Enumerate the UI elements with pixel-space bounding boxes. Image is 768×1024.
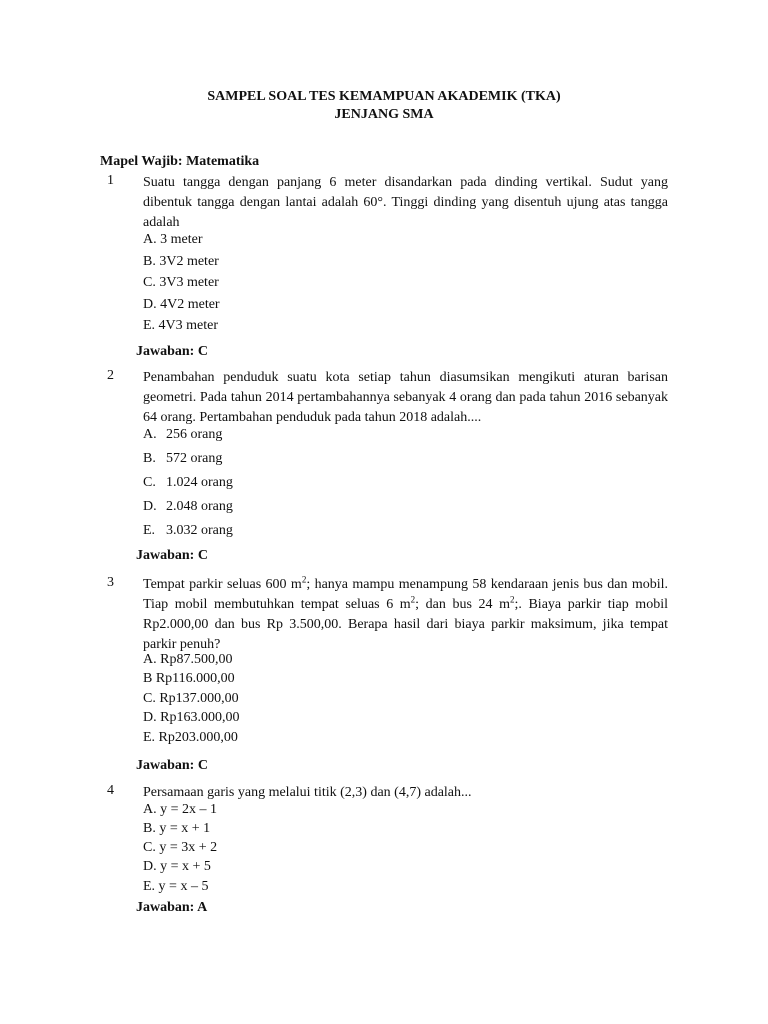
question-4-text: Persamaan garis yang melalui titik (2,3) dan (4,7) adalah... <box>143 785 472 800</box>
question-3-text <box>143 575 668 655</box>
option-letter: C. <box>143 475 156 490</box>
text-part: ; hanya mampu menampung 58 kendaraan jenis bus dan mobil. Tiap mobil membutuhkan tempat seluas 6 m <box>143 577 668 612</box>
question-4-number: 4 <box>107 783 114 798</box>
superscript: 2 <box>410 594 416 605</box>
question-1-option-e: E. 4V3 meter <box>143 318 219 333</box>
question-4-option-e: E. y = x – 5 <box>143 879 209 894</box>
question-1-option-c: C. 3V3 meter <box>143 275 219 290</box>
option-text: 572 orang <box>166 451 223 466</box>
question-1-option-b: B. 3V2 meter <box>143 254 219 269</box>
question-3-answer <box>136 758 208 774</box>
option-letter: E. <box>143 523 156 538</box>
question-1-option-a: A. 3 meter <box>143 232 203 247</box>
answer-value: A <box>197 900 208 915</box>
answer-label: Jawaban: <box>136 344 195 359</box>
question-2-answer <box>136 548 208 564</box>
answer-value: C <box>197 344 208 359</box>
option-text: 2.048 orang <box>166 499 233 514</box>
question-2-option-c <box>143 475 233 491</box>
question-4-option-c: C. y = 3x + 2 <box>143 840 218 855</box>
question-3-option-d: D. Rp163.000,00 <box>143 710 240 725</box>
question-3-option-c: C. Rp137.000,00 <box>143 691 239 706</box>
option-text: 1.024 orang <box>166 475 233 490</box>
option-letter: A. <box>143 427 157 442</box>
question-4-option-a: A. y = 2x – 1 <box>143 802 218 817</box>
question-2-option-b <box>143 451 222 467</box>
question-3-option-b: B Rp116.000,00 <box>143 671 235 686</box>
answer-value: C <box>197 758 208 773</box>
question-2-option-a <box>143 427 222 443</box>
document-subtitle: JENJANG SMA <box>334 107 434 122</box>
answer-value: C <box>197 548 208 563</box>
question-2-text: Penambahan penduduk suatu kota setiap tahun diasumsikan mengikuti aturan barisan geometri. Pada tahun 2014 pertambahannya sebanyak 4 orang dan pada tahun 2016 sebanyak 64 orang. Pertambahan penduduk pada tahun 2018 adalah.... <box>143 370 668 425</box>
question-2-option-e <box>143 523 233 539</box>
question-1-number: 1 <box>107 173 114 188</box>
text-part: ;. Biaya parkir tiap mobil Rp2.000,00 dan bus Rp 3.500,00. Berapa hasil dari biaya parkir maksimum, jika tempat parkir penuh? <box>143 597 668 652</box>
question-2-number: 2 <box>107 368 114 383</box>
text-part: Tempat parkir seluas 600 m <box>143 577 302 592</box>
question-3-option-e: E. Rp203.000,00 <box>143 730 238 745</box>
text-part: ; dan bus 24 m <box>415 597 510 612</box>
question-1-option-d: D. 4V2 meter <box>143 297 220 312</box>
option-text: 256 orang <box>166 427 223 442</box>
question-4-answer <box>136 900 207 916</box>
question-2-option-d <box>143 499 233 515</box>
option-letter: B. <box>143 451 156 466</box>
subject-heading: Mapel Wajib: Matematika <box>100 154 260 169</box>
answer-label: Jawaban: <box>136 548 195 563</box>
question-3-option-a: A. Rp87.500,00 <box>143 652 233 667</box>
option-letter: D. <box>143 499 157 514</box>
superscript: 2 <box>301 574 307 585</box>
question-1-text: Suatu tangga dengan panjang 6 meter disandarkan pada dinding vertikal. Sudut yang dibentuk tangga dengan lantai adalah 60°. Tinggi dinding yang disentuh ujung atas tangga adalah <box>143 175 668 230</box>
option-text: 3.032 orang <box>166 523 233 538</box>
document-title: SAMPEL SOAL TES KEMAMPUAN AKADEMIK (TKA) <box>207 89 561 104</box>
question-4-option-d: D. y = x + 5 <box>143 859 211 874</box>
question-4-option-b: B. y = x + 1 <box>143 821 211 836</box>
superscript: 2 <box>509 594 515 605</box>
question-1-answer <box>136 344 208 360</box>
answer-label: Jawaban: <box>136 900 195 915</box>
question-3-number: 3 <box>107 575 114 590</box>
answer-label: Jawaban: <box>136 758 195 773</box>
